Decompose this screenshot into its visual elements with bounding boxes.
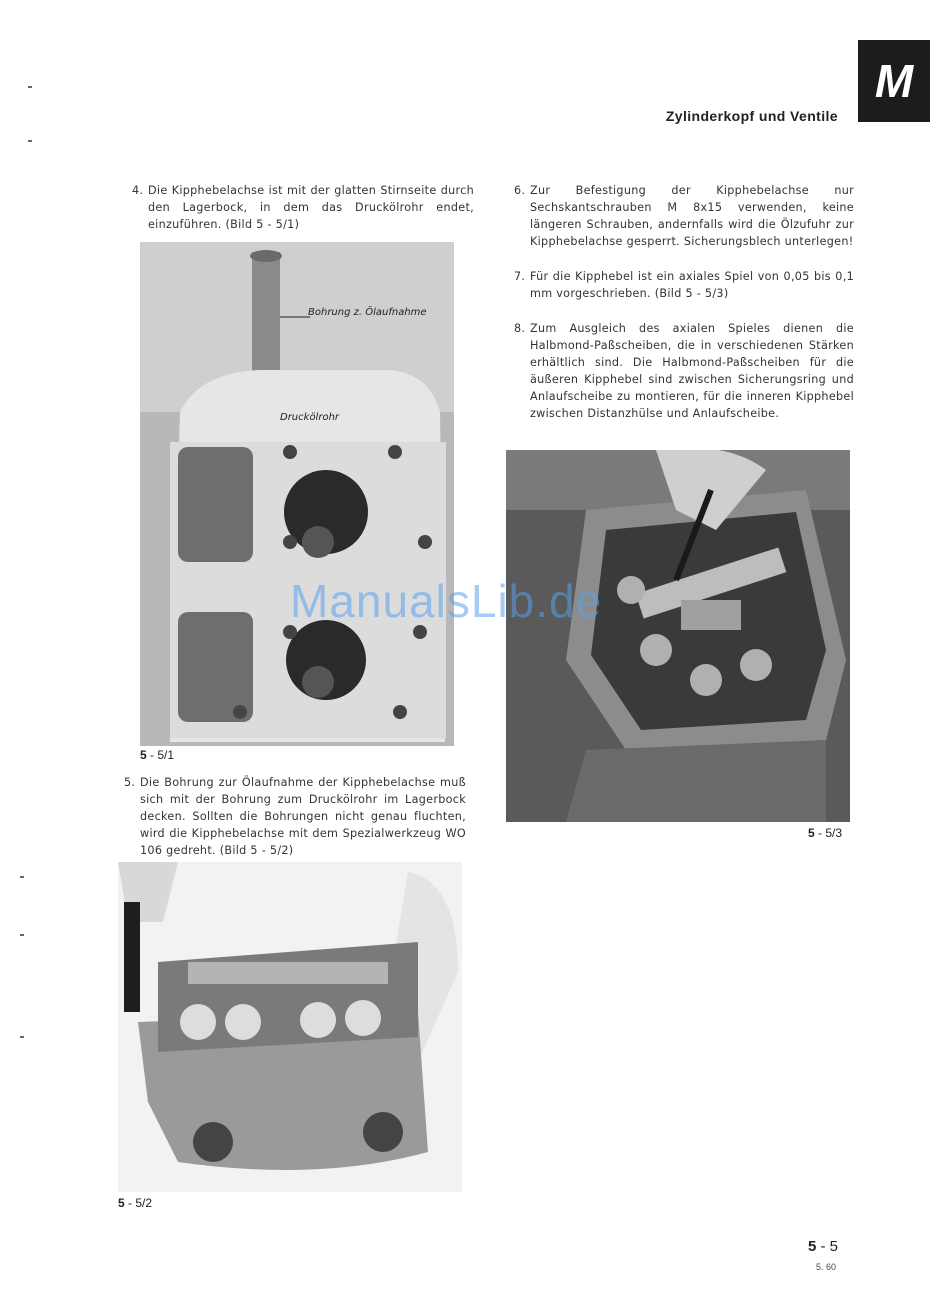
margin-mark [20,876,24,878]
page-header-title: Zylinderkopf und Ventile [665,108,838,124]
step-text: Zur Befestigung der Kipphebelachse nur Sechskantschrauben M 8x15 verwenden, keine längeren Schrauben, andernfalls wird die Ölzufuhr zur Kipphebelachse gesperrt. Sicherungsblech unterlegen! [530,184,854,248]
watermark: ManualsLib.de [290,575,603,627]
page-date: 5. 60 [816,1262,837,1272]
margin-mark [20,1036,24,1038]
page-number: 5 - 5 [808,1238,839,1255]
step-5 [124,774,466,859]
step-8 [514,320,854,422]
figure-caption-5-5-2: 5 - 5/2 [118,1196,153,1210]
figure-label-oil-pipe: Druckölrohr [280,412,340,423]
step-number: 6. [514,184,526,197]
step-text: Für die Kipphebel ist ein axiales Spiel von 0,05 bis 0,1 mm vorgeschrieben. (Bild 5 - 5/3) [530,270,854,300]
step-text: Die Kipphebelachse ist mit der glatten Stirnseite durch den Lagerbock, in dem das Druckölrohr endet, einzuführen. (Bild 5 - 5/1) [148,184,474,231]
step-4 [132,182,474,233]
margin-mark [28,140,32,142]
step-number: 7. [514,270,526,283]
step-number: 8. [514,322,526,335]
step-text: Zum Ausgleich des axialen Spieles dienen die Halbmond-Paßscheiben, die in verschiedenen Stärken erhältlich sind. Die Halbmond-Paßscheiben für die äußeren Kipphebel sind zwischen Sicherungsring und Anlaufscheibe zu montieren, für die inneren Kipphebel zwischen Distanzhülse und Anlaufscheibe. [530,322,854,420]
margin-mark [28,86,32,88]
figure-5-5-1-photo [140,242,454,746]
margin-mark [20,934,24,936]
step-number: 4. [132,184,144,197]
step-6 [514,182,854,250]
step-number: 5. [124,776,136,789]
figure-label-oil-bore: Bohrung z. Ölaufnahme [308,307,427,318]
section-badge: M [858,40,930,122]
figure-5-5-3-photo [506,450,850,822]
figure-caption-5-5-1: 5 - 5/1 [140,748,175,762]
step-7 [514,268,854,302]
figure-caption-5-5-3: 5 - 5/3 [808,826,843,840]
step-text: Die Bohrung zur Ölaufnahme der Kipphebelachse muß sich mit der Bohrung zum Druckölrohr im Lagerbock decken. Sollten die Bohrungen nicht genau fluchten, wird die Kipphebelachse mit dem Spezialwerkzeug WO 106 gedreht. (Bild 5 - 5/2) [140,776,466,857]
figure-5-5-2-photo [118,862,462,1192]
